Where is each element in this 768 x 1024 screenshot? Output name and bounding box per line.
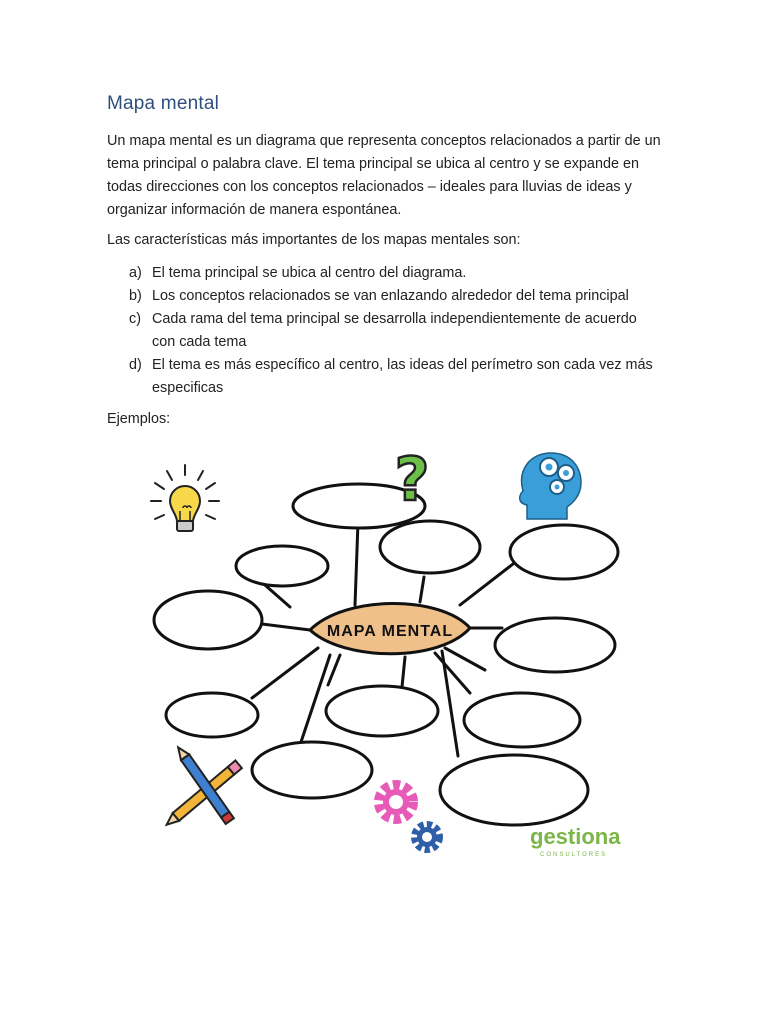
concept-bubble bbox=[464, 693, 580, 747]
concept-bubble bbox=[326, 686, 438, 736]
list-letter: c) bbox=[129, 311, 141, 327]
list-letter: d) bbox=[129, 357, 142, 373]
concept-bubble bbox=[495, 618, 615, 672]
svg-text:?: ? bbox=[394, 445, 430, 515]
mind-map-figure bbox=[140, 440, 640, 870]
concept-bubble bbox=[510, 525, 618, 579]
examples-label: Ejemplos: bbox=[107, 411, 171, 427]
logo-subtext: CONSULTORES bbox=[540, 852, 608, 858]
head-gears-icon bbox=[520, 453, 581, 519]
question-mark-icon bbox=[395, 445, 430, 515]
gears-icon bbox=[379, 785, 439, 849]
concept-bubble bbox=[166, 693, 258, 737]
list-letter: b) bbox=[129, 288, 142, 304]
gestiona-logo bbox=[530, 824, 621, 858]
intro-paragraph: Un mapa mental es un diagrama que representa conceptos relacionados a partir de un tema principal o palabra clave. El tema principal se ubica al centro y se expande en todas direcciones con los conceptos relacionados – ideales para lluvias de ideas y organizar información de manera espontánea. bbox=[107, 133, 661, 218]
pencils-icon bbox=[163, 745, 241, 829]
lightbulb-icon bbox=[151, 465, 219, 531]
list-item bbox=[107, 262, 663, 285]
concept-bubble bbox=[236, 546, 328, 586]
logo-text: gestiona bbox=[530, 824, 621, 849]
features-list bbox=[107, 262, 663, 400]
list-item bbox=[107, 285, 663, 308]
list-text: El tema principal se ubica al centro del diagrama. bbox=[152, 265, 467, 281]
list-text: El tema es más específico al centro, las ideas del perímetro son cada vez más especificas bbox=[152, 357, 653, 396]
list-item bbox=[107, 308, 663, 354]
list-letter: a) bbox=[129, 265, 142, 281]
concept-bubble bbox=[380, 521, 480, 573]
list-text: Cada rama del tema principal se desarrolla independientemente de acuerdo con cada tema bbox=[152, 311, 637, 350]
central-topic-label: MAPA MENTAL bbox=[326, 623, 454, 640]
list-item bbox=[107, 354, 663, 400]
features-intro: Las características más importantes de los mapas mentales son: bbox=[107, 232, 521, 248]
concept-bubble bbox=[154, 591, 262, 649]
central-topic bbox=[310, 603, 470, 653]
list-text: Los conceptos relacionados se van enlazando alrededor del tema principal bbox=[152, 288, 629, 304]
concept-bubble bbox=[440, 755, 588, 825]
concept-bubble bbox=[252, 742, 372, 798]
page-title: Mapa mental bbox=[107, 93, 220, 114]
